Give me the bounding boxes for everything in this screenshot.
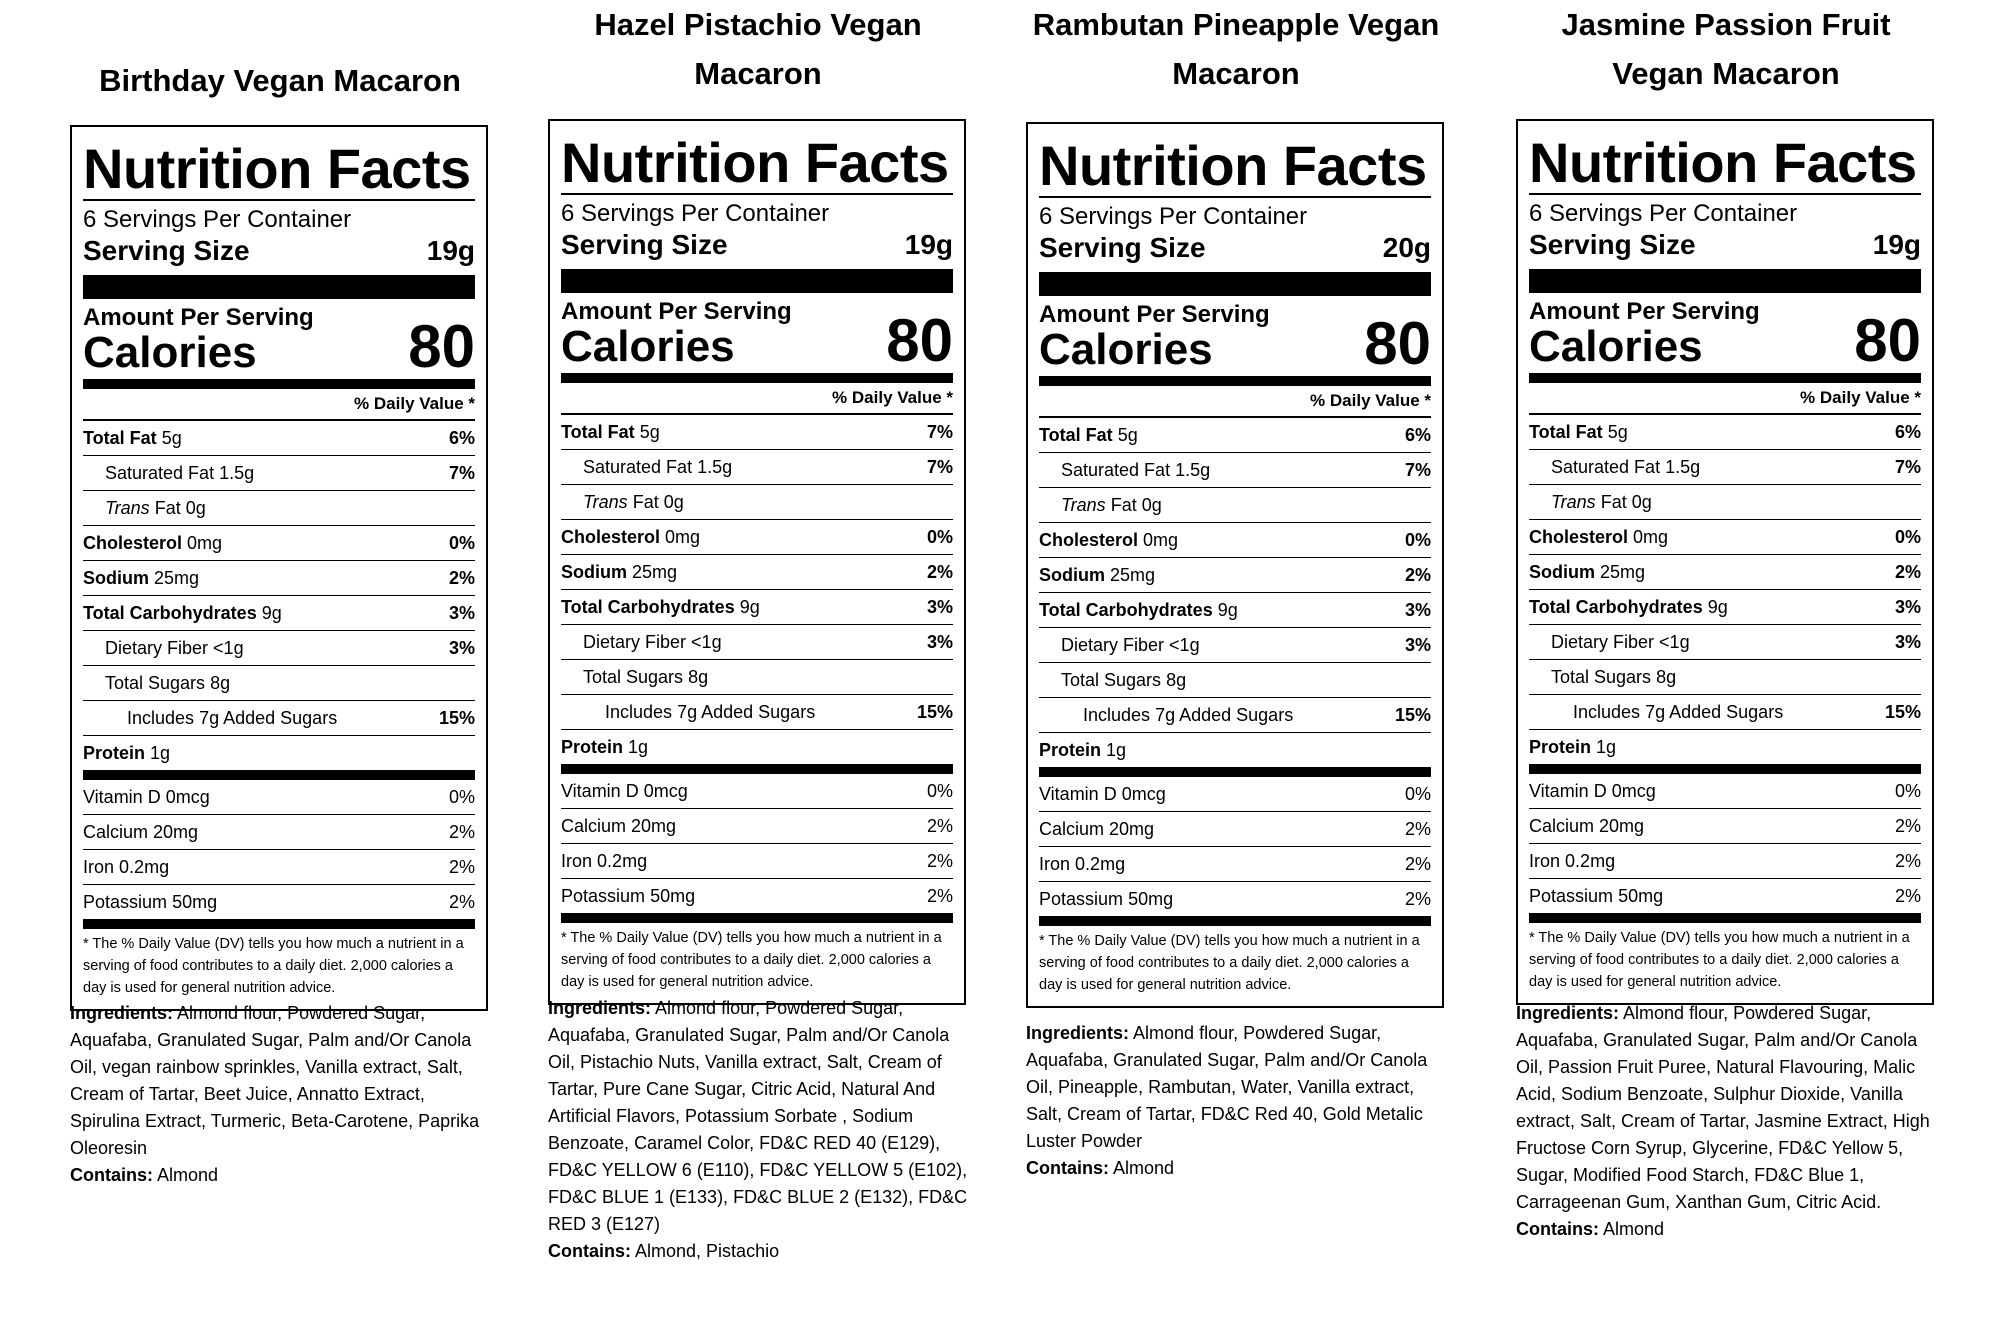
nutrient-row-vitamin-d: Vitamin D 0mcg 0%	[561, 780, 953, 801]
nutrient-row-dietary-fiber: Dietary Fiber <1g 3%	[561, 624, 953, 659]
nutrition-facts-panel	[548, 119, 966, 1005]
ingredients-text: Almond flour, Powdered Sugar, Aquafaba, Granulated Sugar, Palm and/Or Canola Oil, vegan rainbow sprinkles, Vanilla extract, Salt, Cream of Tartar, Beet Juice, Annatto Extract, Spirulina Extract, Turmeric, Beta-Carotene, Paprika Oleoresin	[70, 1003, 480, 1158]
calories-row: Calories 80	[1529, 307, 1921, 374]
nutrient-row-added-sugars: Includes 7g Added Sugars 15%	[83, 700, 475, 735]
calories-value: 80	[1364, 310, 1431, 377]
nutrient-row-sodium: Sodium 25mg 2%	[561, 554, 953, 589]
calories-value: 80	[408, 313, 475, 380]
nutrient-row-sodium: Sodium 25mg 2%	[83, 560, 475, 595]
nutrient-row-cholesterol: Cholesterol 0mg 0%	[1529, 519, 1921, 554]
nutrient-row-total-sugars: Total Sugars 8g	[561, 659, 953, 694]
ingredients-block: Ingredients: Almond flour, Powdered Sugar, Aquafaba, Granulated Sugar, Palm and/Or Canola Oil, Pistachio Nuts, Vanilla extract, Salt, Cream of Tartar, Pure Cane Sugar, Citric Acid, Natural And Artificial Flavors, Potassium Sorbate , Sodium Benzoate, Caramel Color, FD&C RED 40 (E129), FD&C YELLOW 6 (E110), FD&C YELLOW 5 (E102), FD&C BLUE 1 (E133), FD&C BLUE 2 (E132), FD&C RED 3 (E127) Contains: Almond, Pistachio	[548, 998, 968, 1261]
nutrient-row-cholesterol: Cholesterol 0mg 0%	[561, 519, 953, 554]
nutrient-row-total-fat: Total Fat 5g 6%	[1529, 413, 1921, 449]
product-title: Hazel Pistachio Vegan Macaron	[594, 7, 922, 91]
serving-size-value: 19g	[426, 235, 475, 266]
nutrient-row-saturated-fat: Saturated Fat 1.5g 7%	[1529, 449, 1921, 484]
daily-value-header: % Daily Value *	[354, 394, 475, 413]
daily-value-header: % Daily Value *	[1800, 388, 1921, 407]
nutrient-row-protein: Protein 1g	[1529, 729, 1921, 764]
servings-per-container: 6 Servings Per Container	[83, 206, 352, 233]
amount-per-serving: Amount Per Serving	[561, 298, 792, 325]
calories-row: Calories 80	[1039, 310, 1431, 377]
ingredients-text: Almond flour, Powdered Sugar, Aquafaba, Granulated Sugar, Palm and/Or Canola Oil, Pistachio Nuts, Vanilla extract, Salt, Cream of Tartar, Pure Cane Sugar, Citric Acid, Natural And Artificial Flavors, Potassium Sorbate , Sodium Benzoate, Caramel Color, FD&C RED 40 (E129), FD&C YELLOW 6 (E110), FD&C YELLOW 5 (E102), FD&C BLUE 1 (E133), FD&C BLUE 2 (E132), FD&C RED 3 (E127)	[548, 998, 968, 1234]
ingredients-block: Ingredients: Almond flour, Powdered Sugar, Aquafaba, Granulated Sugar, Palm and/Or Canola Oil, Passion Fruit Puree, Natural Flavouring, Malic Acid, Sodium Benzoate, Sulphur Dioxide, Vanilla extract, Salt, Cream of Tartar, Jasmine Extract, High Fructose Corn Syrup, Glycerine, FD&C Yellow 5, Sugar, Modified Food Starch, FD&C Blue 1, Carrageenan Gum, Xanthan Gum, Citric Acid. Contains: Almond	[1516, 1003, 1930, 1239]
nutrient-row-total-carbs: Total Carbohydrates 9g 3%	[1529, 589, 1921, 624]
nutrient-row-total-sugars: Total Sugars 8g	[1039, 662, 1431, 697]
nutrient-row-saturated-fat: Saturated Fat 1.5g 7%	[561, 449, 953, 484]
nutrient-row-total-fat: Total Fat 5g 6%	[83, 419, 475, 455]
nutrient-row-potassium: Potassium 50mg 2%	[561, 878, 953, 913]
daily-value-header: % Daily Value *	[1310, 391, 1431, 410]
serving-size-value: 19g	[904, 229, 953, 260]
nutrient-row-saturated-fat: Saturated Fat 1.5g 7%	[83, 455, 475, 490]
nutrition-facts-panel	[70, 125, 488, 1011]
amount-per-serving: Amount Per Serving	[1039, 301, 1270, 328]
serving-size-row: Serving Size 19g	[1529, 229, 1921, 260]
nutrient-row-iron: Iron 0.2mg 2%	[1529, 843, 1921, 878]
nutrient-row-trans-fat: Trans Fat 0g	[1039, 487, 1431, 522]
calories-row: Calories 80	[83, 313, 475, 380]
nutrient-row-trans-fat: Trans Fat 0g	[83, 490, 475, 525]
daily-value-footnote: * The % Daily Value (DV) tells you how much a nutrient in a serving of food contributes to a daily diet. 2,000 calories a day is used for general nutrition advice.	[1529, 930, 1910, 990]
nutrient-row-vitamin-d: Vitamin D 0mcg 0%	[1529, 780, 1921, 801]
calories-row: Calories 80	[561, 307, 953, 374]
nutrient-row-trans-fat: Trans Fat 0g	[561, 484, 953, 519]
nutrition-facts-heading: Nutrition Facts	[1529, 131, 1917, 194]
servings-per-container: 6 Servings Per Container	[1529, 200, 1798, 227]
nutrient-row-potassium: Potassium 50mg 2%	[1529, 878, 1921, 913]
product-title: Birthday Vegan Macaron	[99, 63, 461, 98]
nutrient-row-total-sugars: Total Sugars 8g	[1529, 659, 1921, 694]
allergens-text: Almond	[1113, 1158, 1175, 1178]
daily-value-footnote: * The % Daily Value (DV) tells you how much a nutrient in a serving of food contributes to a daily diet. 2,000 calories a day is used for general nutrition advice.	[561, 930, 942, 990]
serving-size-row: Serving Size 19g	[83, 235, 475, 266]
calories-value: 80	[1854, 307, 1921, 374]
nutrient-row-vitamin-d: Vitamin D 0mcg 0%	[83, 786, 475, 807]
nutrition-facts-panel	[1516, 119, 1934, 1005]
ingredients-block: Ingredients: Almond flour, Powdered Sugar, Aquafaba, Granulated Sugar, Palm and/Or Canola Oil, vegan rainbow sprinkles, Vanilla extract, Salt, Cream of Tartar, Beet Juice, Annatto Extract, Spirulina Extract, Turmeric, Beta-Carotene, Paprika Oleoresin Contains: Almond	[70, 1003, 480, 1185]
product-title: Rambutan Pineapple Vegan Macaron	[1032, 7, 1440, 91]
ingredients-text: Almond flour, Powdered Sugar, Aquafaba, Granulated Sugar, Palm and/Or Canola Oil, Pineapple, Rambutan, Water, Vanilla extract, Salt, Cream of Tartar, FD&C Red 40, Gold Metalic Luster Powder	[1026, 1023, 1428, 1151]
nutrient-row-potassium: Potassium 50mg 2%	[83, 884, 475, 919]
nutrient-row-total-carbs: Total Carbohydrates 9g 3%	[561, 589, 953, 624]
nutrient-row-added-sugars: Includes 7g Added Sugars 15%	[1039, 697, 1431, 732]
nutrient-row-added-sugars: Includes 7g Added Sugars 15%	[1529, 694, 1921, 729]
serving-size-value: 19g	[1872, 229, 1921, 260]
nutrient-row-saturated-fat: Saturated Fat 1.5g 7%	[1039, 452, 1431, 487]
allergens-text: Almond	[157, 1165, 219, 1185]
nutrient-row-total-sugars: Total Sugars 8g	[83, 665, 475, 700]
nutrient-row-protein: Protein 1g	[83, 735, 475, 770]
allergens-text: Almond, Pistachio	[635, 1241, 780, 1261]
servings-per-container: 6 Servings Per Container	[561, 200, 830, 227]
nutrient-row-total-carbs: Total Carbohydrates 9g 3%	[1039, 592, 1431, 627]
nutrition-facts-panel	[1026, 122, 1444, 1008]
nutrient-row-potassium: Potassium 50mg 2%	[1039, 881, 1431, 916]
serving-size-row: Serving Size 19g	[561, 229, 953, 260]
allergens-text: Almond	[1603, 1219, 1665, 1239]
nutrient-row-dietary-fiber: Dietary Fiber <1g 3%	[1529, 624, 1921, 659]
serving-size-value: 20g	[1382, 232, 1431, 263]
daily-value-header: % Daily Value *	[832, 388, 953, 407]
daily-value-footnote: * The % Daily Value (DV) tells you how much a nutrient in a serving of food contributes to a daily diet. 2,000 calories a day is used for general nutrition advice.	[83, 936, 464, 996]
nutrient-row-total-carbs: Total Carbohydrates 9g 3%	[83, 595, 475, 630]
ingredients-block: Ingredients: Almond flour, Powdered Sugar, Aquafaba, Granulated Sugar, Palm and/Or Canola Oil, Pineapple, Rambutan, Water, Vanilla extract, Salt, Cream of Tartar, FD&C Red 40, Gold Metalic Luster Powder Contains: Almond	[1026, 1023, 1428, 1178]
nutrient-row-sodium: Sodium 25mg 2%	[1529, 554, 1921, 589]
nutrient-row-iron: Iron 0.2mg 2%	[83, 849, 475, 884]
nutrition-facts-heading: Nutrition Facts	[83, 137, 471, 200]
nutrient-row-protein: Protein 1g	[1039, 732, 1431, 767]
nutrition-facts-heading: Nutrition Facts	[1039, 134, 1427, 197]
serving-size-row: Serving Size 20g	[1039, 232, 1431, 263]
nutrient-row-total-fat: Total Fat 5g 7%	[561, 413, 953, 449]
product-title: Jasmine Passion Fruit Vegan Macaron	[1561, 7, 1891, 91]
nutrient-row-sodium: Sodium 25mg 2%	[1039, 557, 1431, 592]
nutrient-row-cholesterol: Cholesterol 0mg 0%	[83, 525, 475, 560]
nutrient-row-vitamin-d: Vitamin D 0mcg 0%	[1039, 783, 1431, 804]
amount-per-serving: Amount Per Serving	[83, 304, 314, 331]
nutrient-row-iron: Iron 0.2mg 2%	[561, 843, 953, 878]
nutrient-row-calcium: Calcium 20mg 2%	[1039, 811, 1431, 846]
nutrient-row-trans-fat: Trans Fat 0g	[1529, 484, 1921, 519]
nutrient-row-protein: Protein 1g	[561, 729, 953, 764]
nutrient-row-cholesterol: Cholesterol 0mg 0%	[1039, 522, 1431, 557]
nutrition-facts-heading: Nutrition Facts	[561, 131, 949, 194]
daily-value-footnote: * The % Daily Value (DV) tells you how much a nutrient in a serving of food contributes to a daily diet. 2,000 calories a day is used for general nutrition advice.	[1039, 933, 1420, 993]
nutrient-row-calcium: Calcium 20mg 2%	[1529, 808, 1921, 843]
calories-value: 80	[886, 307, 953, 374]
nutrient-row-dietary-fiber: Dietary Fiber <1g 3%	[83, 630, 475, 665]
ingredients-text: Almond flour, Powdered Sugar, Aquafaba, Granulated Sugar, Palm and/Or Canola Oil, Passion Fruit Puree, Natural Flavouring, Malic Acid, Sodium Benzoate, Sulphur Dioxide, Vanilla extract, Salt, Cream of Tartar, Jasmine Extract, High Fructose Corn Syrup, Glycerine, FD&C Yellow 5, Sugar, Modified Food Starch, FD&C Blue 1, Carrageenan Gum, Xanthan Gum, Citric Acid.	[1516, 1003, 1930, 1212]
nutrient-row-added-sugars: Includes 7g Added Sugars 15%	[561, 694, 953, 729]
nutrient-row-calcium: Calcium 20mg 2%	[83, 814, 475, 849]
nutrient-row-iron: Iron 0.2mg 2%	[1039, 846, 1431, 881]
servings-per-container: 6 Servings Per Container	[1039, 203, 1308, 230]
amount-per-serving: Amount Per Serving	[1529, 298, 1760, 325]
nutrient-row-calcium: Calcium 20mg 2%	[561, 808, 953, 843]
nutrient-row-dietary-fiber: Dietary Fiber <1g 3%	[1039, 627, 1431, 662]
nutrient-row-total-fat: Total Fat 5g 6%	[1039, 416, 1431, 452]
